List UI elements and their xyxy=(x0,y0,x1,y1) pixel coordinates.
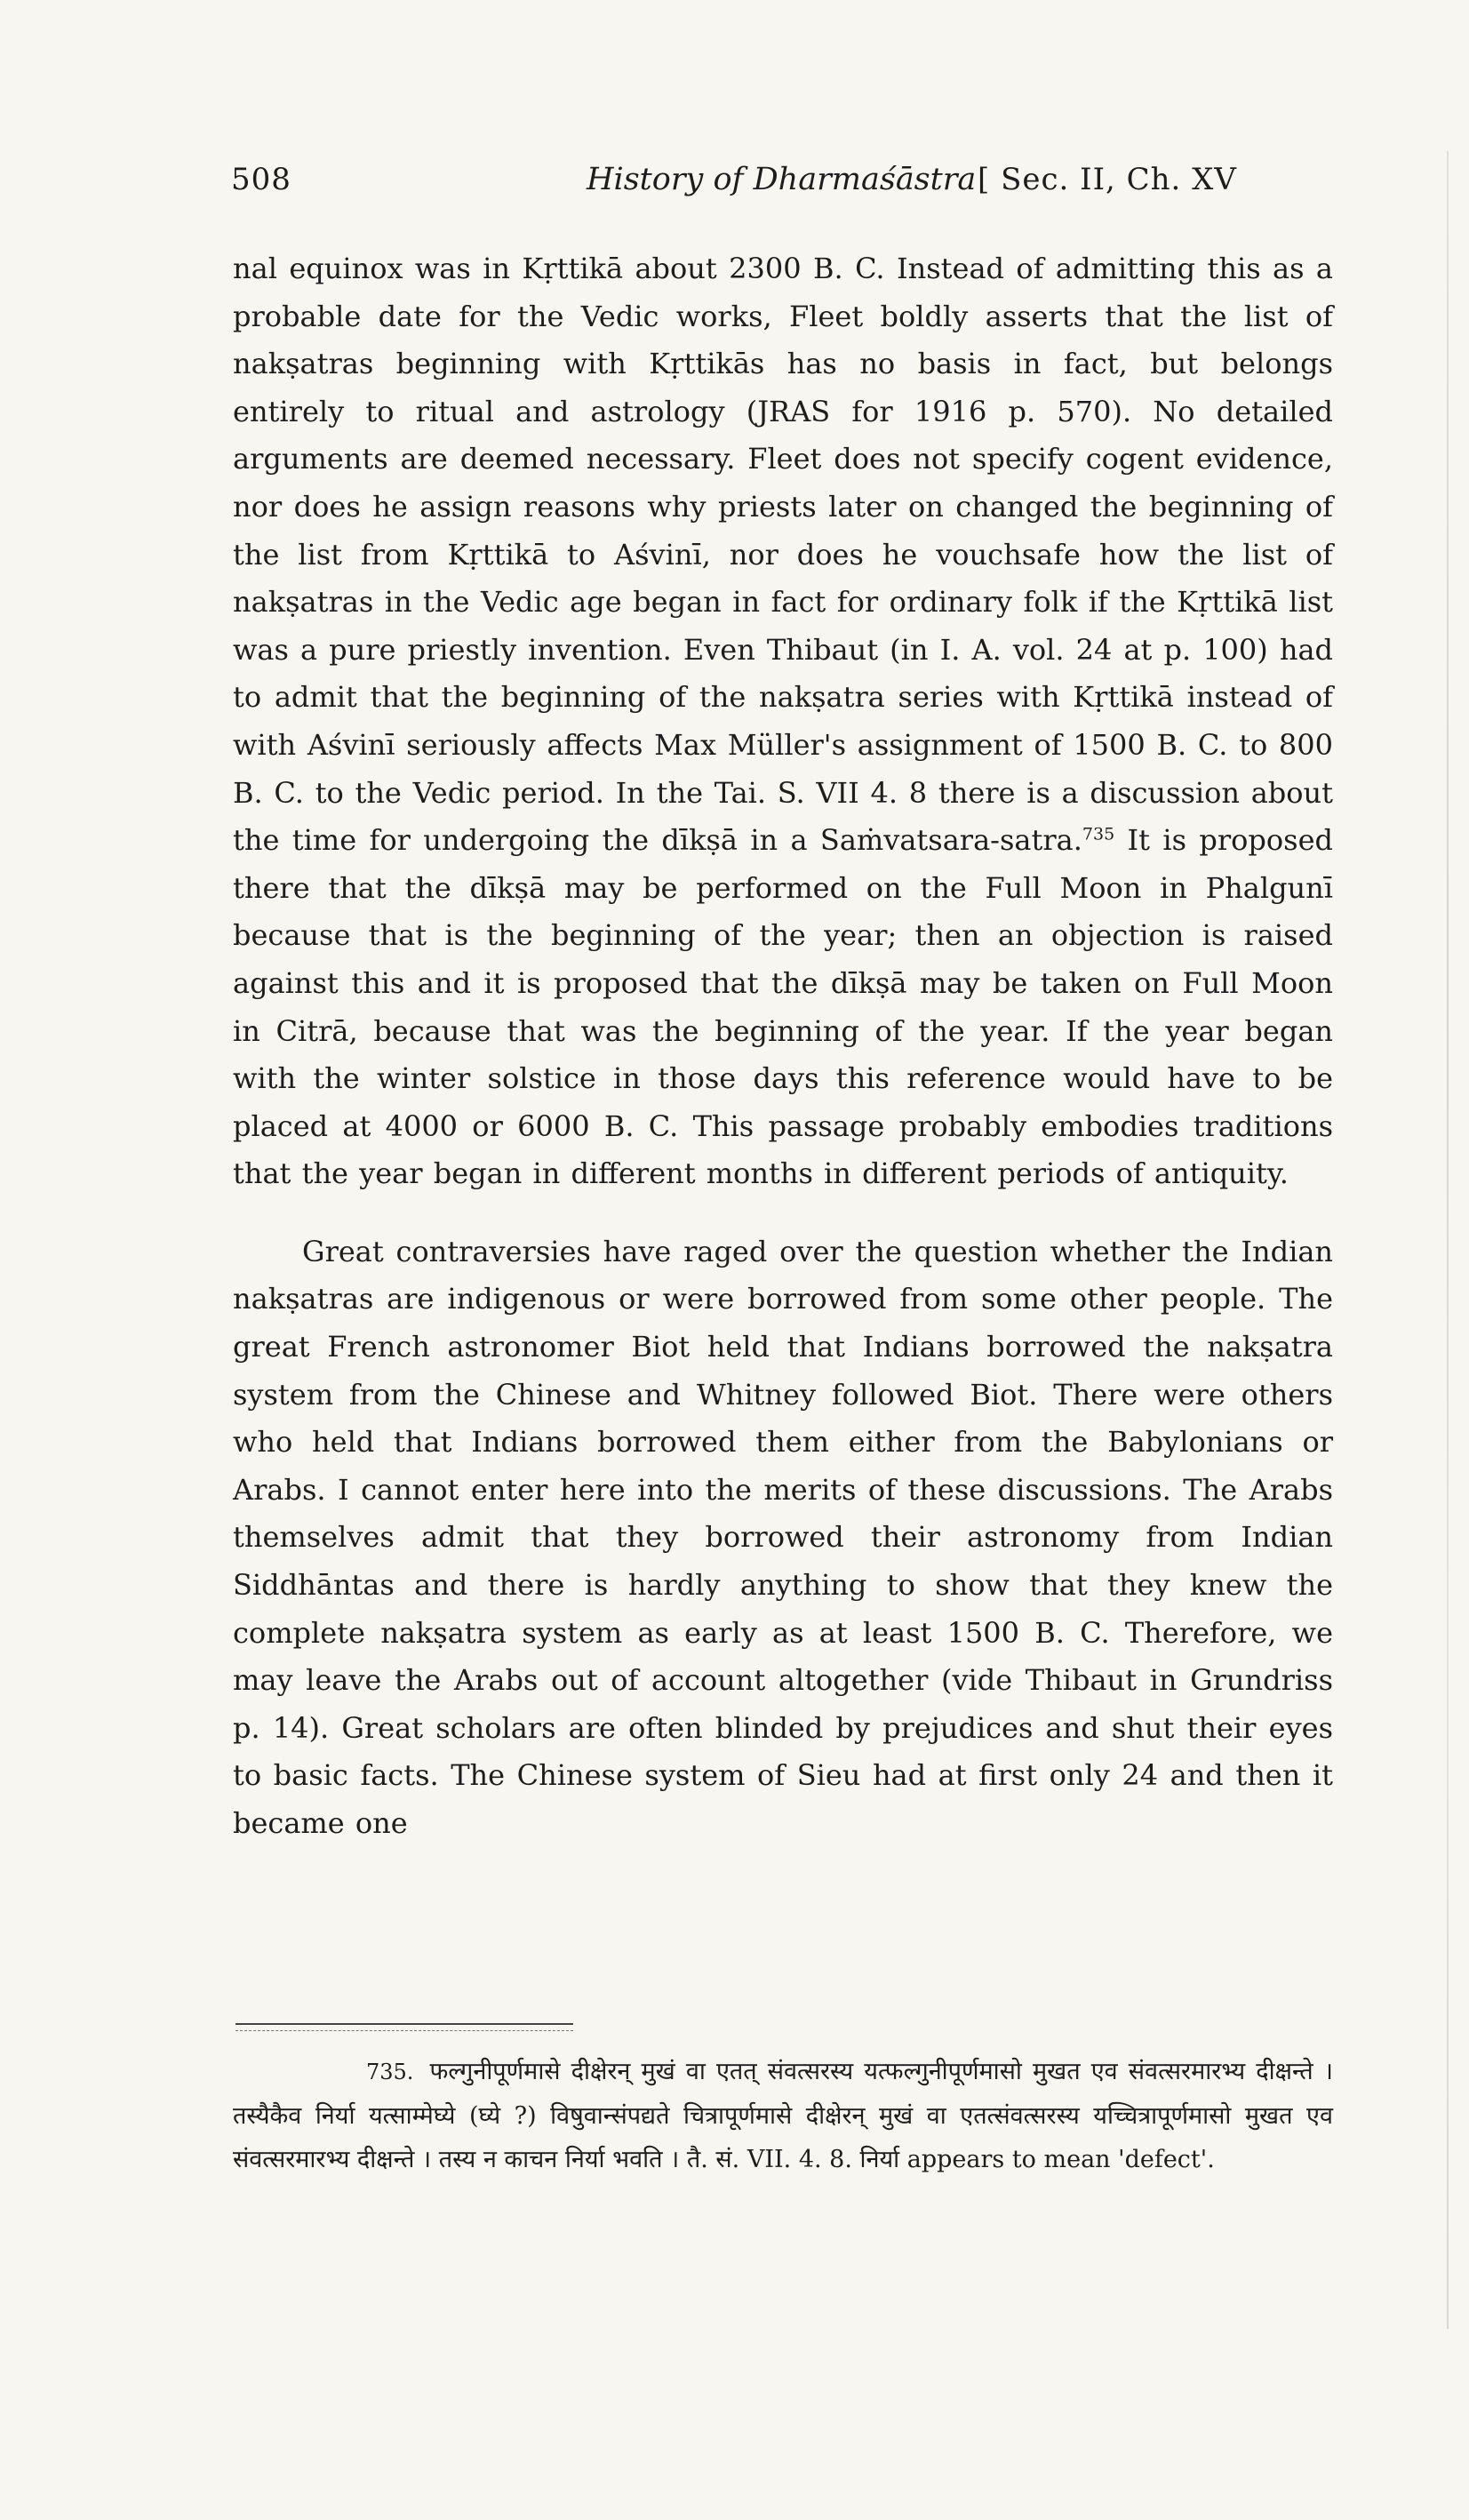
running-title: History of Dharmaśāstra xyxy=(587,162,977,197)
section-reference: [ Sec. II, Ch. XV xyxy=(978,162,1237,197)
footnote-divider xyxy=(236,2023,573,2025)
footnote-735 xyxy=(233,2050,1333,2181)
footnote-reference: 735 xyxy=(1082,824,1115,844)
footnote-divider-secondary xyxy=(236,2030,573,2031)
paragraph-2: Great contraversies have raged over the question whether the Indian nakṣatras are indigenous or were borrowed from some other people. The great French astronomer Biot held that Indians borrowed the nakṣatra system from the Chinese and Whitney followed Biot. There were others who held that Indians borrowed them either from the Babylonians or Arabs. I cannot enter here into the merits of these discussions. The Arabs themselves admit that they borrowed their astronomy from Indian Siddhāntas and there is hardly anything to show that they knew the complete nakṣatra system as early as at least 1500 B. C. Therefore, we may leave the Arabs out of account altogether (vide Thibaut in Grundriss p. 14). Great scholars are often blinded by prejudices and shut their eyes to basic facts. The Chinese system of Sieu had at first only 24 and then it became one xyxy=(233,1234,1333,1840)
footnote-text: फल्गुनीपूर्णमासे दीक्षेरन् मुखं वा एतत् संवत्सरस्य यत्फल्गुनीपूर्णमासो मुखत एव संवत्सरमारभ्य दीक्षन्ते । तस्यैकैव निर्या यत्साम्मेघ्ये (घ्ये ?) विषुवान्संपद्यते चित्रापूर्णमासे दीक्षेरन् मुखं वा एतत्संवत्सरस्य यच्चित्रापूर्णमासो मुखत एव संवत्सरमारभ्य दीक्षन्ते । तस्य न काचन निर्या भवति । तै. सं. VII. 4. 8. निर्या appears to mean 'defect'. xyxy=(233,2058,1333,2173)
paragraph-1-text: nal equinox was in Kṛttikā about 2300 B. C. Instead of admitting this as a probable date for the Vedic works, Fleet boldly asserts that the list of nakṣatras beginning with Kṛttikās has no basis in fact, but belongs entirely to ritual and astrology (JRAS for 1916 p. 570). No detailed arguments are deemed necessary. Fleet does not specify cogent evidence, nor does he assign reasons why priests later on changed the beginning of the list from Kṛttikā to Aśvinī, nor does he vouchsafe how the list of nakṣatras in the Vedic age began in fact for ordinary folk if the Kṛttikā list was a pure priestly invention. Even Thibaut (in I. A. vol. 24 at p. 100) had to admit that the beginning of the nakṣatra series with Kṛttikā instead of with Aśvinī seriously affects Max Müller's assignment of 1500 B. C. to 800 B. C. to the Vedic period. In the Tai. S. VII 4. 8 there is a discussion about the time for undergoing the dīkṣā in a Saṁvatsara-satra. xyxy=(233,252,1333,858)
footnote-marker: 735. xyxy=(366,2060,414,2084)
page-number: 508 xyxy=(231,162,291,197)
page-edge-line xyxy=(1447,151,1449,2329)
paragraph-1 xyxy=(233,245,1333,1198)
main-text xyxy=(233,245,1333,1848)
running-header xyxy=(231,162,1351,208)
paragraph-1-continuation: It is proposed there that the dīkṣā may be performed on the Full Moon in Phalgunī because that is the beginning of the year; then an objection is raised against this and it is proposed that the dīkṣā may be taken on Full Moon in Citrā, because that was the beginning of the year. If the year began with the winter solstice in those days this reference would have to be placed at 4000 or 6000 B. C. This passage probably embodies traditions that the year began in different months in different periods of antiquity. xyxy=(233,823,1334,1191)
